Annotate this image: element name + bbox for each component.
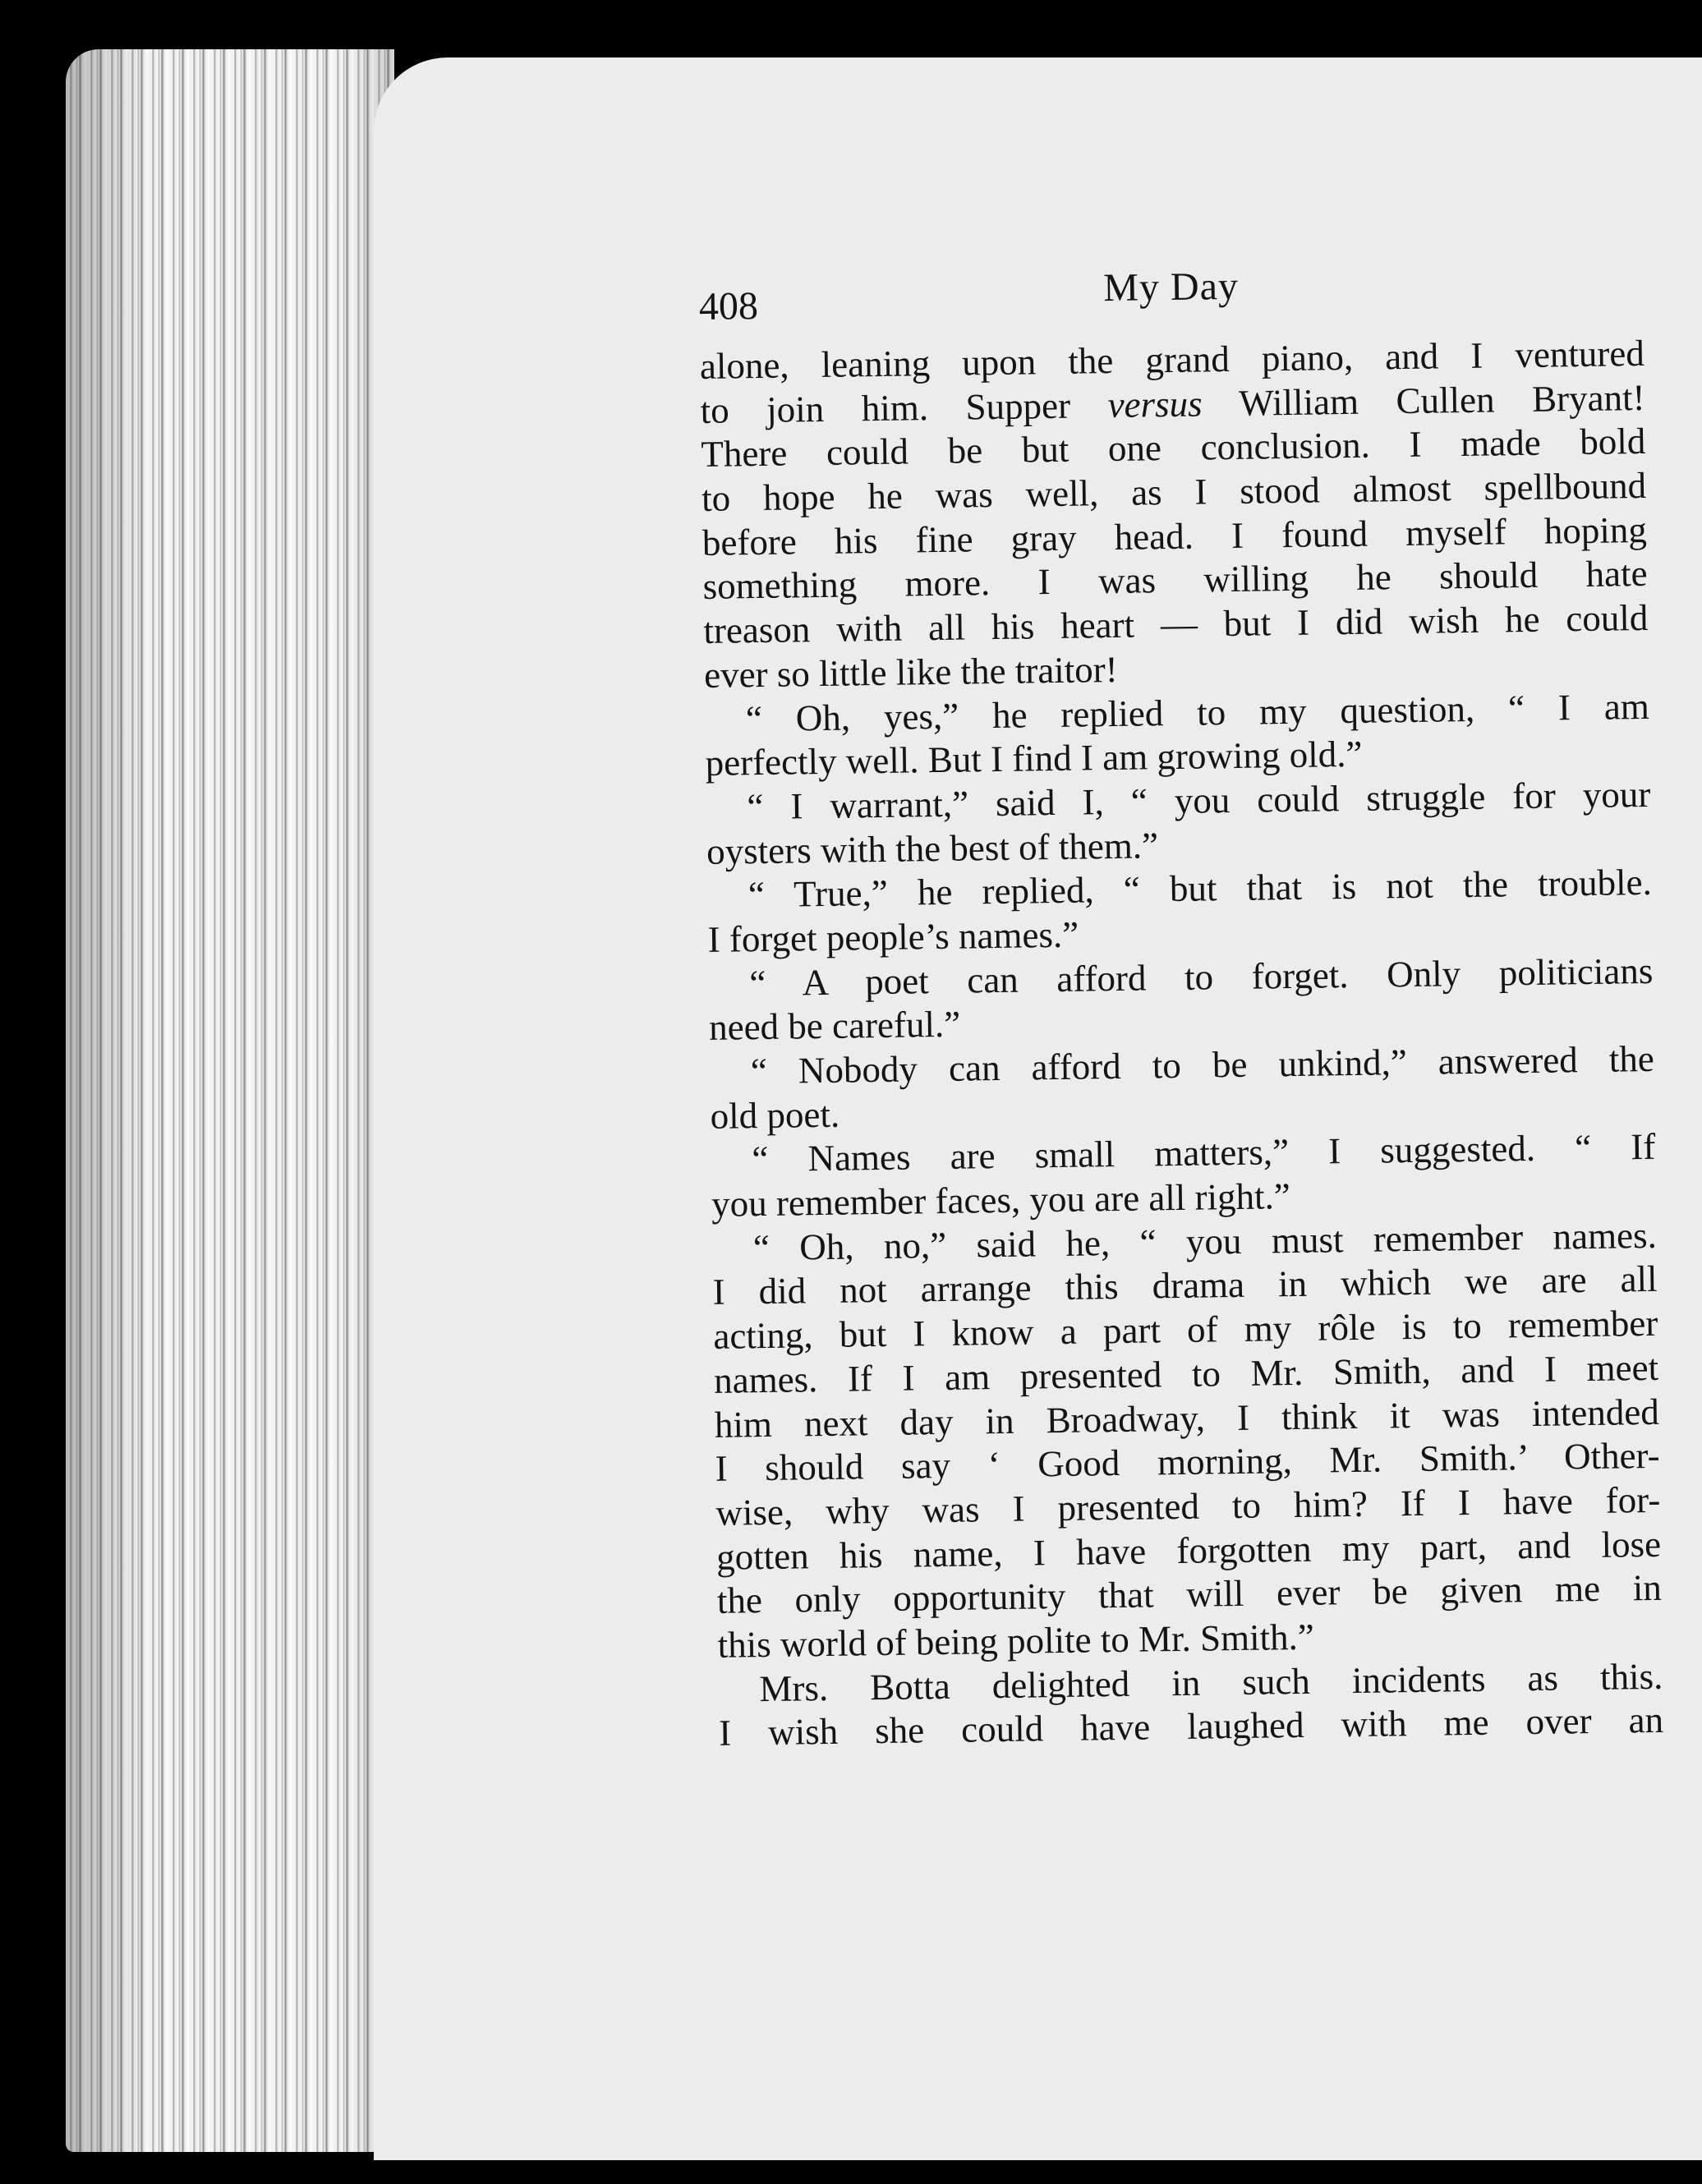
text-line: “ A poet can afford to forget. Only politicians [749,949,1654,1004]
text-line: I should say ‘ Good morning, Mr. Smith.’ Other- [715,1434,1660,1490]
text-line: this world of being polite to Mr. Smith.” [717,1616,1315,1666]
text-line: ever so little like the traitor! [703,648,1119,696]
text-line: perfectly well. But I find I am growing old.” [705,733,1363,784]
text-line: I forget people’s names.” [707,913,1079,960]
running-head-title: My Day [1102,264,1240,310]
text-line: you remember faces, you are all right.” [711,1175,1291,1225]
page-number: 408 [698,283,759,329]
running-head [698,241,1644,345]
text-line: “ Oh, no,” said he, “ you must remember names. [752,1214,1658,1268]
text-line: wise, why was I presented to him? If I have for- [715,1478,1661,1533]
text-line: “ Oh, yes,” he replied to my question, “ I am [745,685,1650,739]
text-line: need be careful.” [708,1003,961,1049]
page-text-block [698,241,1663,1756]
text-line: Mrs. Botta delighted in such incidents as this. [759,1655,1663,1709]
text-line: There could be but one conclusion. I made bold [701,421,1646,476]
body-text [700,332,1664,1756]
text-line: names. If I am presented to Mr. Smith, and I meet [713,1346,1659,1401]
text-line: old poet. [710,1093,840,1137]
text-line: before his fine gray head. I found myself hoping [702,508,1648,563]
text-line: something more. I was willing he should hate [702,553,1648,608]
text-line: “ Nobody can afford to be unkind,” answered the [750,1037,1655,1092]
text-line: oysters with the best of them.” [706,824,1159,872]
text-line: I wish she could have laughed with me over an [718,1699,1664,1754]
text-line: alone, leaning upon the grand piano, and I ventured [699,332,1645,387]
text-line: acting, but I know a part of my rôle is to remember [713,1302,1658,1357]
text-line: gotten his name, I have forgotten my part, and lose [715,1523,1662,1578]
book-page-edges [66,49,394,2152]
book-page [374,57,1702,2160]
italic-word: versus [1107,383,1203,425]
text-line: treason with all his heart — but I did wish he could [703,597,1649,652]
text-line-segment: William Cullen Bryant! [1202,376,1645,425]
text-line-segment: to join him. Supper [700,384,1108,431]
text-line: “ True,” he replied, “ but that is not the trouble. [748,862,1653,916]
text-line: to hope he was well, as I stood almost spellbound [701,464,1647,520]
text-line: “ Names are small matters,” I suggested. “ If [752,1126,1656,1180]
text-line: “ I warrant,” said I, “ you could struggle for your [747,773,1651,828]
text-line: the only opportunity that will ever be given me in [716,1567,1663,1622]
text-line: him next day in Broadway, I think it was intended [714,1391,1660,1446]
text-line: I did not arrange this drama in which we are all [712,1258,1658,1313]
